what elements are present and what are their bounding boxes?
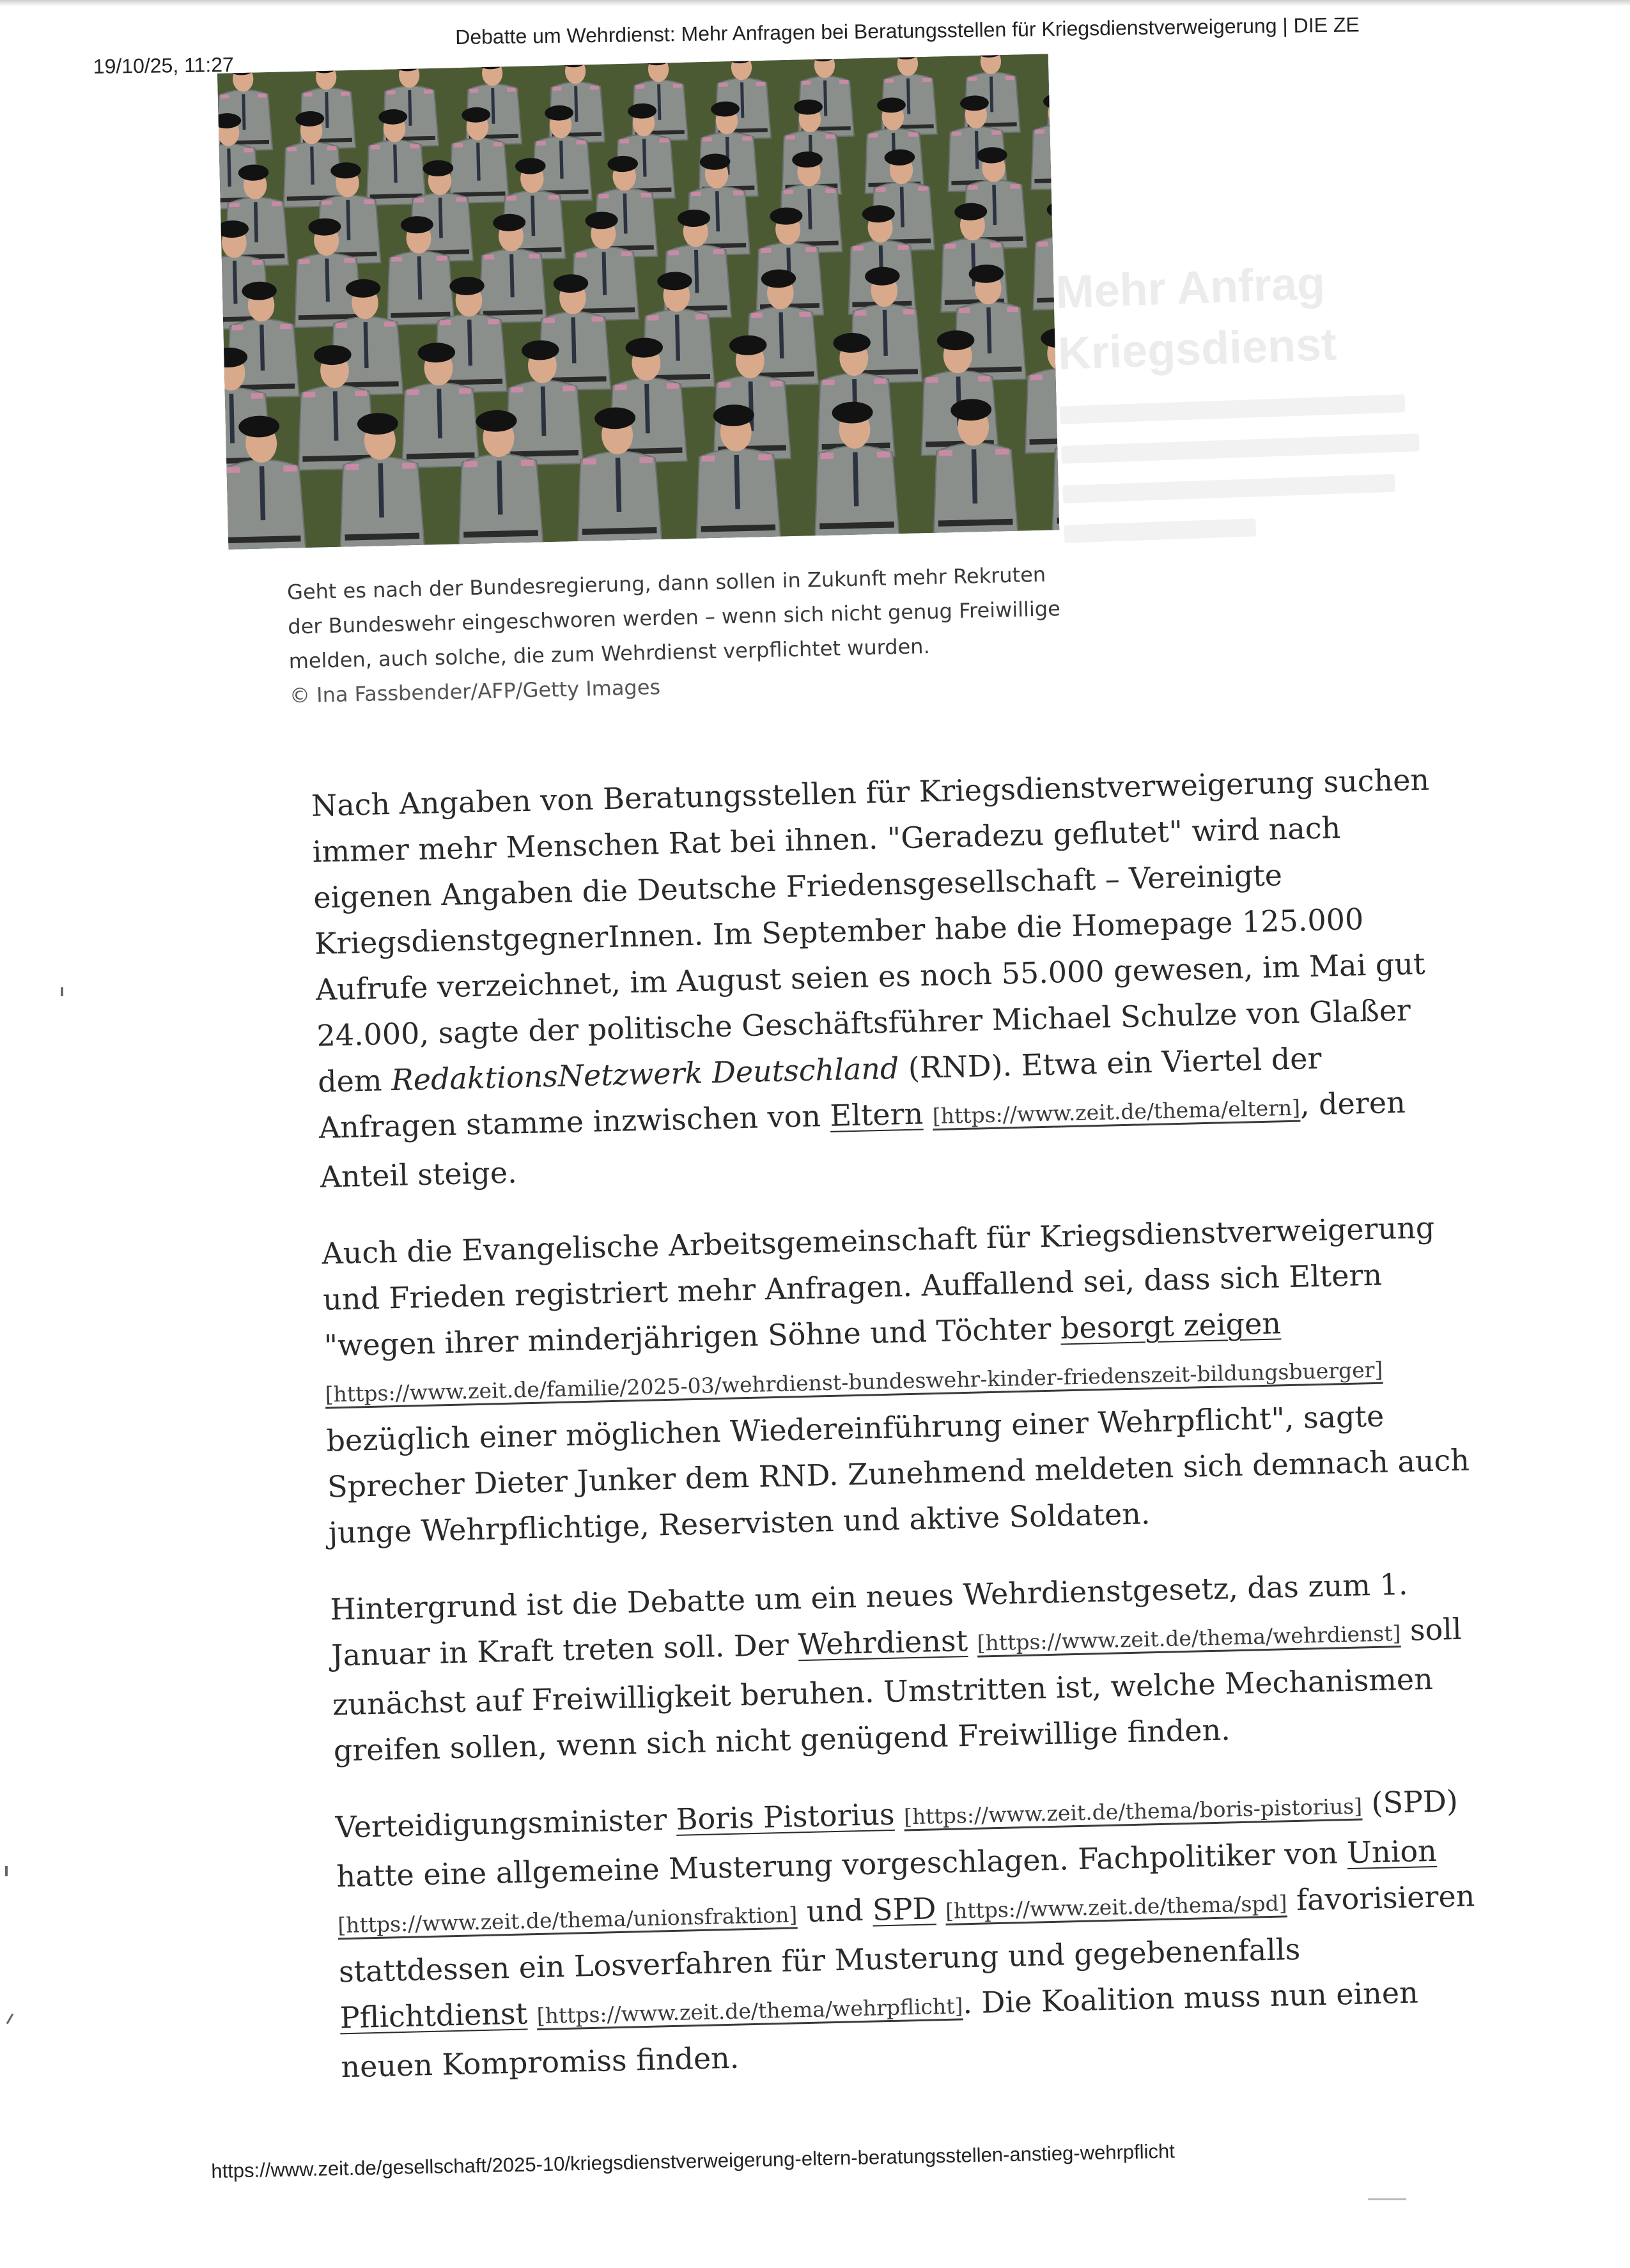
link-boris-pistorius[interactable]: Boris Pistorius <box>676 1796 896 1837</box>
article <box>217 43 1537 2122</box>
ghost-headline: Mehr Anfrag Kriegsdienst <box>1055 258 1338 380</box>
paragraph-2: Auch die Evangelische Arbeitsgemeinschaft für Kriegsdienstverweigerung und Frieden registriert mehr Anfragen. Auffallend sei, dass sich Eltern "wegen ihrer minderjährigen Söhne und Töchter besorgt zeigen [https://www.zeit.de/familie/2025-03/wehrdienst-bundeswehr-kinder-friedenszeit-bildungsbuerger] bezüglich einer möglichen Wiedereinführung einer Wehrpflicht", sagte Sprecher Dieter Junker dem RND. Zunehmend meldeten sich demnach auch junge Wehrpflichtige, Reservisten und aktive Soldaten. <box>321 1210 1470 1550</box>
link-besorgt-zeigen[interactable]: besorgt zeigen <box>1060 1306 1282 1346</box>
link-pflichtdienst[interactable]: Pflichtdienst <box>339 1996 528 2035</box>
publication-name: RedaktionsNetzwerk Deutschland <box>391 1051 899 1098</box>
url-wehrdienst: [https://www.zeit.de/thema/wehrdienst] <box>977 1621 1401 1656</box>
link-spd[interactable]: SPD <box>872 1891 937 1927</box>
print-document-title: Debatte um Wehrdienst: Mehr Anfragen bei Beratungsstellen für Kriegsdienstverweigerung | DIE ZE <box>454 13 1360 49</box>
url-besorgt-zeigen: [https://www.zeit.de/familie/2025-03/wehrdienst-bundeswehr-kinder-friedenszeit-bildungsbuerger] <box>325 1357 1383 1407</box>
url-boris-pistorius: [https://www.zeit.de/thema/boris-pistorius] <box>903 1793 1363 1830</box>
url-union: [https://www.zeit.de/thema/unionsfraktion] <box>337 1902 798 1938</box>
photo-credit: © Ina Fassbender/AFP/Getty Images <box>289 674 661 708</box>
print-date: 19/10/25, 11:27 <box>93 52 235 78</box>
url-eltern: [https://www.zeit.de/thema/eltern] <box>932 1095 1301 1129</box>
scan-speck <box>1368 2198 1406 2200</box>
paragraph-1: Nach Angaben von Beratungsstellen für Kriegsdienstverweigerung suchen immer mehr Menschen Rat bei ihnen. "Geradezu geflutet" wird nach eigenen Angaben die Deutsche Friedensgesellschaft – Vereinigte KriegsdienstgegnerInnen. Im September habe die Homepage 125.000 Aufrufe verzeichnet, im August seien es noch 55.000 gewesen, im Mai gut 24.000, sagte der politische Geschäftsführer Michael Schulze von Glaßer dem RedaktionsNetzwerk Deutschland (RND). Etwa ein Viertel der Anfragen stamme inzwischen von Eltern [https://www.zeit.de/thema/eltern], deren Anteil steige. <box>311 762 1430 1194</box>
link-union[interactable]: Union <box>1346 1833 1438 1871</box>
url-pflichtdienst: [https://www.zeit.de/thema/wehrpflicht] <box>536 1993 963 2029</box>
link-wehrdienst[interactable]: Wehrdienst <box>797 1623 968 1662</box>
paragraph-4: Verteidigungsminister Boris Pistorius [https://www.zeit.de/thema/boris-pistorius] (SPD) hatte eine allgemeine Musterung vorgeschlagen. Fachpolitiker von Union [https://www.zeit.de/thema/unionsfraktion] und SPD [https://www.zeit.de/thema/spd] favorisieren stattdessen ein Losverfahren für Musterung und gegebenenfalls Pflichtdienst [https://www.zeit.de/thema/wehrpflicht]. Die Koalition muss nun einen neuen Kompromiss finden. <box>335 1784 1475 2085</box>
scan-speck <box>6 2013 14 2024</box>
article-body <box>311 755 1492 2090</box>
scan-speck <box>61 987 63 996</box>
paragraph-3: Hintergrund ist die Debatte um ein neues Wehrdienstgesetz, das zum 1. Januar in Kraft treten soll. Der Wehrdienst [https://www.zeit.de/thema/wehrdienst] soll zunächst auf Freiwilligkeit beruhen. Umstritten ist, welche Mechanismen greifen sollen, wenn sich nicht genügend Freiwillige finden. <box>330 1566 1463 1768</box>
hero-figure <box>217 54 1059 549</box>
url-spd: [https://www.zeit.de/thema/spd] <box>945 1890 1287 1924</box>
caption-text: Geht es nach der Bundesregierung, dann sollen in Zukunft mehr Rekruten der Bundeswehr eingeschworen werden – wenn sich nicht genug Freiwillige melden, auch solche, die zum Wehrdienst verpflichtet wurden. <box>286 562 1061 674</box>
hero-caption <box>287 557 1076 713</box>
print-footer-url: https://www.zeit.de/gesellschaft/2025-10/kriegsdienstverweigerung-eltern-beratungsstellen-anstieg-wehrpflicht <box>211 2140 1176 2182</box>
scan-edge <box>0 0 1630 6</box>
scan-speck <box>5 1866 8 1876</box>
link-eltern[interactable]: Eltern <box>829 1096 924 1133</box>
hero-photo-soldiers <box>217 54 1059 549</box>
